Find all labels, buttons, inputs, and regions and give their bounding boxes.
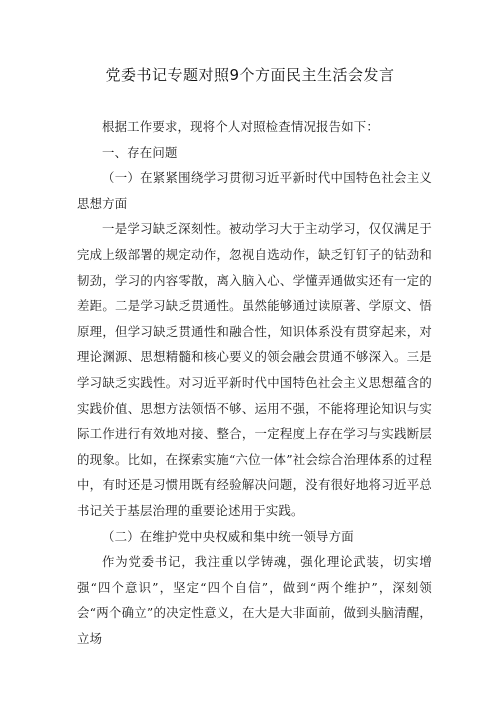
intro-paragraph: 根据工作要求，现将个人对照检查情况报告如下： xyxy=(102,119,379,134)
subsection-heading-1: （一）在紧紧围绕学习贯彻习近平新时代中国特色社会主义思想方面 xyxy=(77,170,432,211)
section-heading-problems: 一、存在问题 xyxy=(102,144,178,160)
subsection-heading-2: （二）在维护党中央权威和集中统一领导方面 xyxy=(102,528,354,544)
body-paragraph-2: 作为党委书记，我注重以学铸魂，强化理论武装，切实增强“四个意识”，坚定“四个自信”，做到“两个维护”，深刻领会“两个确立”的决定性意义，在大是大非面前，做到头脑清醒，立场 xyxy=(77,554,432,646)
document-title: 党委书记专题对照9个方面民主生活会发言 xyxy=(105,66,395,84)
document-body xyxy=(77,114,432,651)
body-paragraph-1: 一是学习缺乏深刻性。被动学习大于主动学习，仅仅满足于完成上级部署的规定动作，忽视自选动作，缺乏钉钉子的钻劲和韧劲，学习的内容零散，离入脑入心、学懂弄通做实还有一定的差距。二是学习缺乏贯通性。虽然能够通过读原著、学原文、悟原理，但学习缺乏贯通性和融合性，知识体系没有贯穿起来，对理论渊源、思想精髓和核心要义的领会融会贯通不够深入。三是学习缺乏实践性。对习近平新时代中国特色社会主义思想蕴含的实践价值、思想方法领悟不够、运用不强，不能将理论知识与实际工作进行有效地对接、整合，一定程度上存在学习与实践断层的现象。比如，在探索实施“六位一体”社会综合治理体系的过程中，有时还是习惯用既有经验解决问题，没有很好地将习近平总书记关于基层治理的重要论述用于实践。 xyxy=(77,221,432,518)
